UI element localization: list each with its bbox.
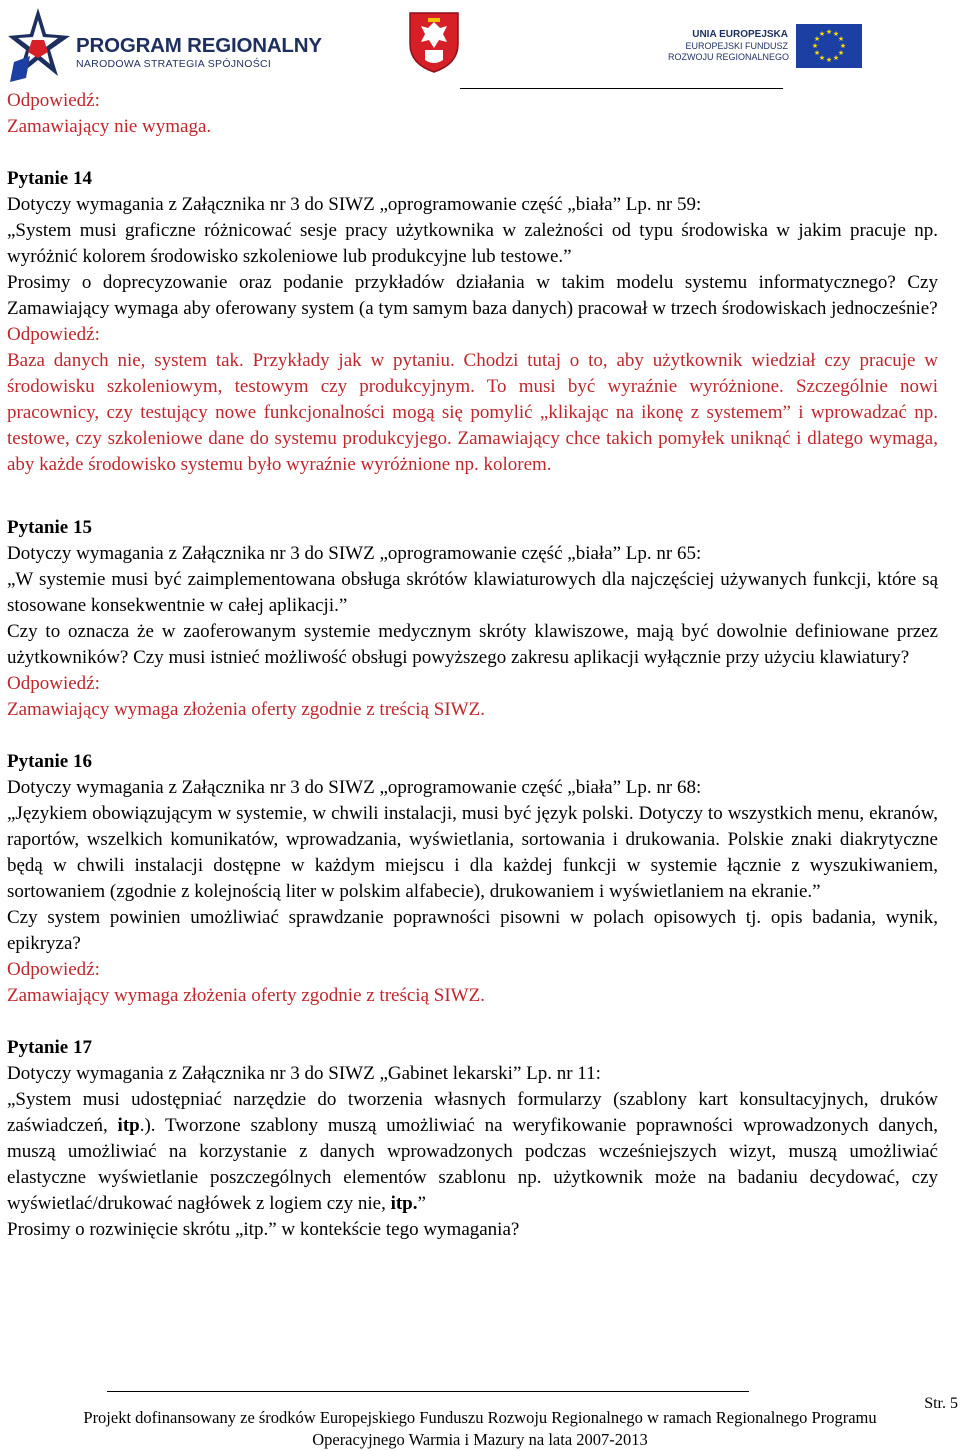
question-15-title: Pytanie 15 bbox=[7, 517, 92, 538]
question-16-answer: Zamawiający wymaga złożenia oferty zgodnie z treścią SIWZ. bbox=[7, 985, 485, 1006]
svg-text:★: ★ bbox=[832, 54, 840, 62]
question-15-answer: Zamawiający wymaga złożenia oferty zgodnie z treścią SIWZ. bbox=[7, 699, 485, 720]
eu-flag-icon bbox=[796, 24, 862, 68]
svg-text:★: ★ bbox=[832, 30, 840, 38]
svg-text:★: ★ bbox=[837, 49, 845, 57]
question-16-title: Pytanie 16 bbox=[7, 751, 92, 772]
question-14-answer-label: Odpowiedź: bbox=[7, 324, 100, 345]
question-17-quote-part-c: ” bbox=[417, 1193, 426, 1214]
question-15-reference: Dotyczy wymagania z Załącznika nr 3 do SIWZ „oprogramowanie część „biała” Lp. nr 65: bbox=[7, 543, 702, 564]
question-14-title: Pytanie 14 bbox=[7, 168, 92, 189]
svg-text:★: ★ bbox=[825, 56, 833, 64]
question-17-quote-itp-1: itp bbox=[117, 1115, 140, 1136]
question-14-quote: „System musi graficzne różnicować sesje pracy użytkownika w zależności od typu środowiska w jakim pracuje np. wyróżnić kolorem środowisko szkoleniowe lub produkcyjne lub testowe.” bbox=[7, 220, 938, 267]
page-footer bbox=[0, 1407, 960, 1451]
question-16-quote: „Językiem obowiązującym w systemie, w chwili instalacji, musi być język polski. Dotyczy to wszystkich menu, ekranów, raportów, wszelkich komunikatów, wprowadzania, wyświetlania, sortowania i drukowania. Polskie znaki diakrytyczne będą w chwili instalacji dostępne w każdym miejscu i dla każdej funkcji w systemie łącznie z wyszukiwaniem, sortowaniem (zgodnie z kolejnością liter w polskim alfabecie), drukowaniem i wyświetlaniem na ekranie.” bbox=[7, 803, 938, 902]
page-header bbox=[0, 0, 960, 90]
question-17-question: Prosimy o rozwinięcie skrótu „itp.” w kontekście tego wymagania? bbox=[7, 1219, 520, 1240]
warmia-mazury-crest-icon bbox=[407, 10, 461, 74]
svg-text:★: ★ bbox=[825, 28, 833, 36]
eu-fund-label: EUROPEJSKI FUNDUSZ bbox=[685, 41, 788, 51]
program-regionalny-title: PROGRAM REGIONALNY bbox=[76, 34, 322, 57]
eu-regional-label: ROZWOJU REGIONALNEGO bbox=[668, 52, 790, 62]
footer-divider bbox=[107, 1391, 749, 1392]
question-17-quote-part-a: „System musi udostępniać narzędzie do tworzenia własnych formularzy (szablony kart konsultacyjnych, druków zaświadczeń, bbox=[7, 1089, 938, 1136]
question-14-answer: Baza danych nie, system tak. Przykłady jak w pytaniu. Chodzi tutaj o to, aby użytkownik wiedział czy pracuje w środowisku szkoleniowym, testowym czy produkcyjnym. To musi być wyraźnie wyróżnione. Szczególnie nowi pracownicy, czy testujący nowe funkcjonalności mogą się pomylić „klikając na ikonę z systemem” i wprowadzać np. testowe, czy szkoleniowe dane do systemu produkcyjego. Zamawiający chce takich pomyłek uniknąć i dlatego wymaga, aby każde środowisko systemu było wyraźnie wyróżnione np. kolorem. bbox=[7, 350, 938, 475]
question-17-title: Pytanie 17 bbox=[7, 1037, 92, 1058]
question-17-quote bbox=[7, 1087, 938, 1217]
eu-union-label: UNIA EUROPEJSKA bbox=[692, 29, 788, 40]
question-17-quote-part-b: .). Tworzone szablony muszą umożliwiać na weryfikowanie poprawności wprowadzonych danych, muszą umożliwiać na korzystanie z danych wprowadzonych podczas wcześniejszych wizyt, muszą umożliwiać elastyczne wyświetlanie poszczególnych elementów szablonu np. użytkownik może na badaniu decydować, czy wyświetlać/drukować nagłówek z logiem czy nie, bbox=[7, 1115, 938, 1214]
svg-text:★: ★ bbox=[813, 49, 821, 57]
program-regionalny-subtitle: NARODOWA STRATEGIA SPÓJNOŚCI bbox=[76, 58, 272, 70]
footer-line-1: Projekt dofinansowany ze środków Europejskiego Funduszu Rozwoju Regionalnego w ramach Regionalnego Programu bbox=[83, 1408, 877, 1427]
page-number: Str. 5 bbox=[924, 1395, 958, 1412]
document-body bbox=[7, 88, 938, 1243]
question-17-quote-itp-2: itp. bbox=[390, 1193, 418, 1214]
question-16-answer-label: Odpowiedź: bbox=[7, 959, 100, 980]
program-regionalny-logo bbox=[8, 6, 322, 86]
svg-text:★: ★ bbox=[818, 54, 826, 62]
question-14-reference: Dotyczy wymagania z Załącznika nr 3 do SIWZ „oprogramowanie część „biała” Lp. nr 59: bbox=[7, 194, 702, 215]
question-15-quote: „W systemie musi być zaimplementowana obsługa skrótów klawiaturowych dla najczęściej używanych funkcji, które są stosowane konsekwentnie w całej aplikacji.” bbox=[7, 569, 938, 616]
svg-text:★: ★ bbox=[818, 30, 826, 38]
svg-text:★: ★ bbox=[811, 42, 819, 50]
star-logo-icon bbox=[8, 6, 70, 86]
eu-logo bbox=[668, 24, 868, 70]
svg-text:★: ★ bbox=[837, 35, 845, 43]
svg-text:★: ★ bbox=[839, 42, 847, 50]
question-15-question: Czy to oznacza że w zaoferowanym systemie medycznym skróty klawiszowe, mają być dowolnie definiowane przez użytkowników? Czy musi istnieć możliwość obsługi powyższego zakresu aplikacji wyłącznie przy użyciu klawiatury? bbox=[7, 621, 938, 668]
question-16-reference: Dotyczy wymagania z Załącznika nr 3 do SIWZ „oprogramowanie część „biała” Lp. nr 68: bbox=[7, 777, 702, 798]
footer-line-2: Operacyjnego Warmia i Mazury na lata 2007-2013 bbox=[312, 1430, 648, 1449]
intro-answer-label: Odpowiedź: bbox=[7, 90, 100, 111]
intro-answer: Zamawiający nie wymaga. bbox=[7, 116, 212, 137]
question-17-reference: Dotyczy wymagania z Załącznika nr 3 do SIWZ „Gabinet lekarski” Lp. nr 11: bbox=[7, 1063, 601, 1084]
question-15-answer-label: Odpowiedź: bbox=[7, 673, 100, 694]
question-14-question: Prosimy o doprecyzowanie oraz podanie przykładów działania w takim modelu systemu informatycznego? Czy Zamawiający wymaga aby oferowany system (a tym samym baza danych) pracował w trzech środowiskach jednocześnie? bbox=[7, 272, 938, 319]
svg-text:★: ★ bbox=[813, 35, 821, 43]
question-16-question: Czy system powinien umożliwiać sprawdzanie poprawności pisowni w polach opisowych tj. opis badania, wynik, epikryza? bbox=[7, 907, 938, 954]
